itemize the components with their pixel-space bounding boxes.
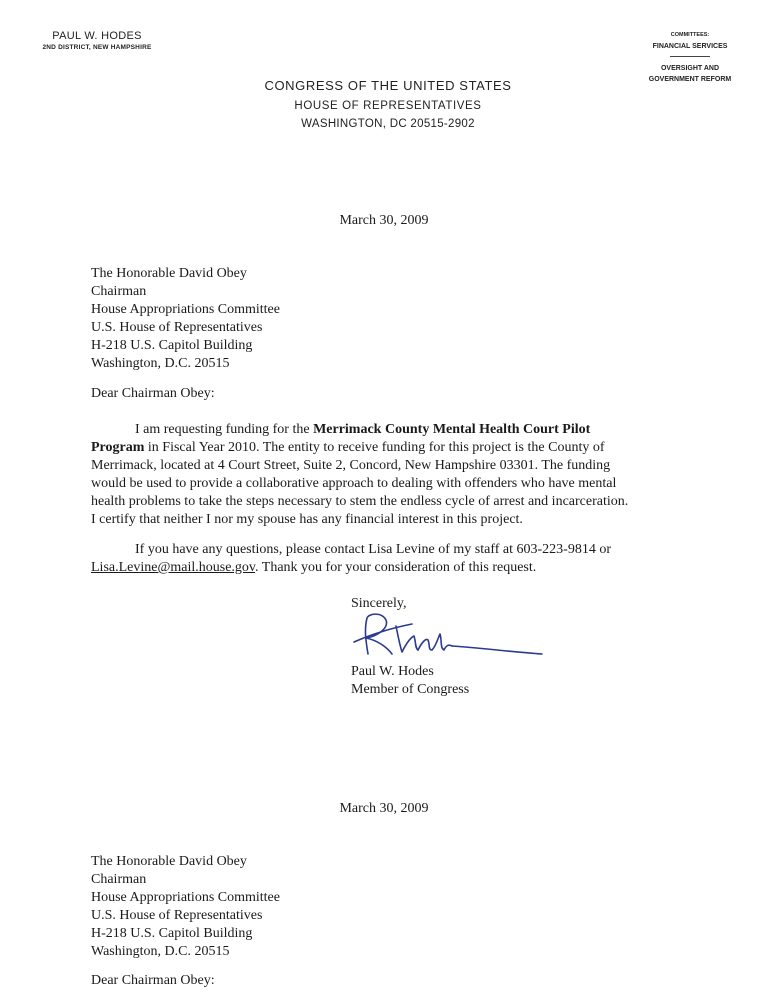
text: health problems to take the steps necessary to stem the endless cycle of arrest and incarceration. [91, 494, 629, 509]
project-name: Merrimack County Mental Health Court Pilot [313, 422, 591, 437]
committee-financial-services: FINANCIAL SERVICES [652, 43, 728, 50]
address-line: H-218 U.S. Capitol Building [91, 926, 253, 941]
address-line: Washington, D.C. 20515 [91, 944, 230, 959]
address-line: Chairman [91, 872, 147, 887]
signer-title: Member of Congress [351, 682, 470, 697]
project-name-cont: Program [91, 440, 145, 455]
address-line: Chairman [91, 284, 147, 299]
address-line: The Honorable David Obey [91, 854, 247, 869]
committee-divider [670, 56, 710, 57]
text: Merrimack, located at 4 Court Street, Suite 2, Concord, New Hampshire 03301. The funding [91, 458, 611, 473]
letter1-closing: Sincerely, [351, 596, 407, 611]
address-line: House Appropriations Committee [91, 890, 280, 905]
address-line: Washington, D.C. 20515 [91, 356, 230, 371]
address-line: House Appropriations Committee [91, 302, 280, 317]
text: If you have any questions, please contact Lisa Levine of my staff at 603-223-9814 or [135, 542, 611, 557]
text: would be used to provide a collaborative approach to dealing with offenders who have mental [91, 476, 617, 491]
address-line: H-218 U.S. Capitol Building [91, 338, 253, 353]
letter1-date: March 30, 2009 [339, 213, 429, 228]
letterhead-house: HOUSE OF REPRESENTATIVES [294, 100, 482, 112]
handwritten-signature [352, 608, 552, 668]
letter1-paragraph-request [91, 421, 711, 529]
letterhead [0, 78, 768, 130]
committee-oversight-line2: GOVERNMENT REFORM [648, 76, 732, 83]
letter2-date: March 30, 2009 [339, 801, 429, 816]
letter1-paragraph-contact [91, 541, 711, 577]
text: I am requesting funding for the [135, 422, 314, 437]
letter1-recipient-address [91, 265, 280, 373]
text: . Thank you for your consideration of this request. [255, 560, 537, 575]
address-line: The Honorable David Obey [91, 266, 247, 281]
text: in Fiscal Year 2010. The entity to receive funding for this project is the County of [144, 440, 605, 455]
letter1-salutation: Dear Chairman Obey: [91, 386, 215, 401]
letter2-salutation: Dear Chairman Obey: [91, 973, 215, 988]
committees-label: COMMITTEES: [670, 32, 710, 38]
staff-email-link[interactable]: Lisa.Levine@mail.house.gov [91, 560, 256, 575]
signer-name: Paul W. Hodes [351, 664, 434, 679]
member-district: 2ND DISTRICT, NEW HAMPSHIRE [42, 44, 152, 51]
member-block [22, 30, 172, 51]
text: I certify that neither I nor my spouse has any financial interest in this project. [91, 512, 523, 527]
letter2-recipient-address [91, 853, 280, 961]
committee-oversight-line1: OVERSIGHT AND [660, 65, 720, 72]
address-line: U.S. House of Representatives [91, 908, 263, 923]
letterhead-address: WASHINGTON, DC 20515-2902 [301, 118, 475, 130]
letter1-signature-block [351, 663, 469, 699]
letterhead-congress: CONGRESS OF THE UNITED STATES [264, 78, 512, 93]
member-name: PAUL W. HODES [52, 30, 142, 42]
address-line: U.S. House of Representatives [91, 320, 263, 335]
